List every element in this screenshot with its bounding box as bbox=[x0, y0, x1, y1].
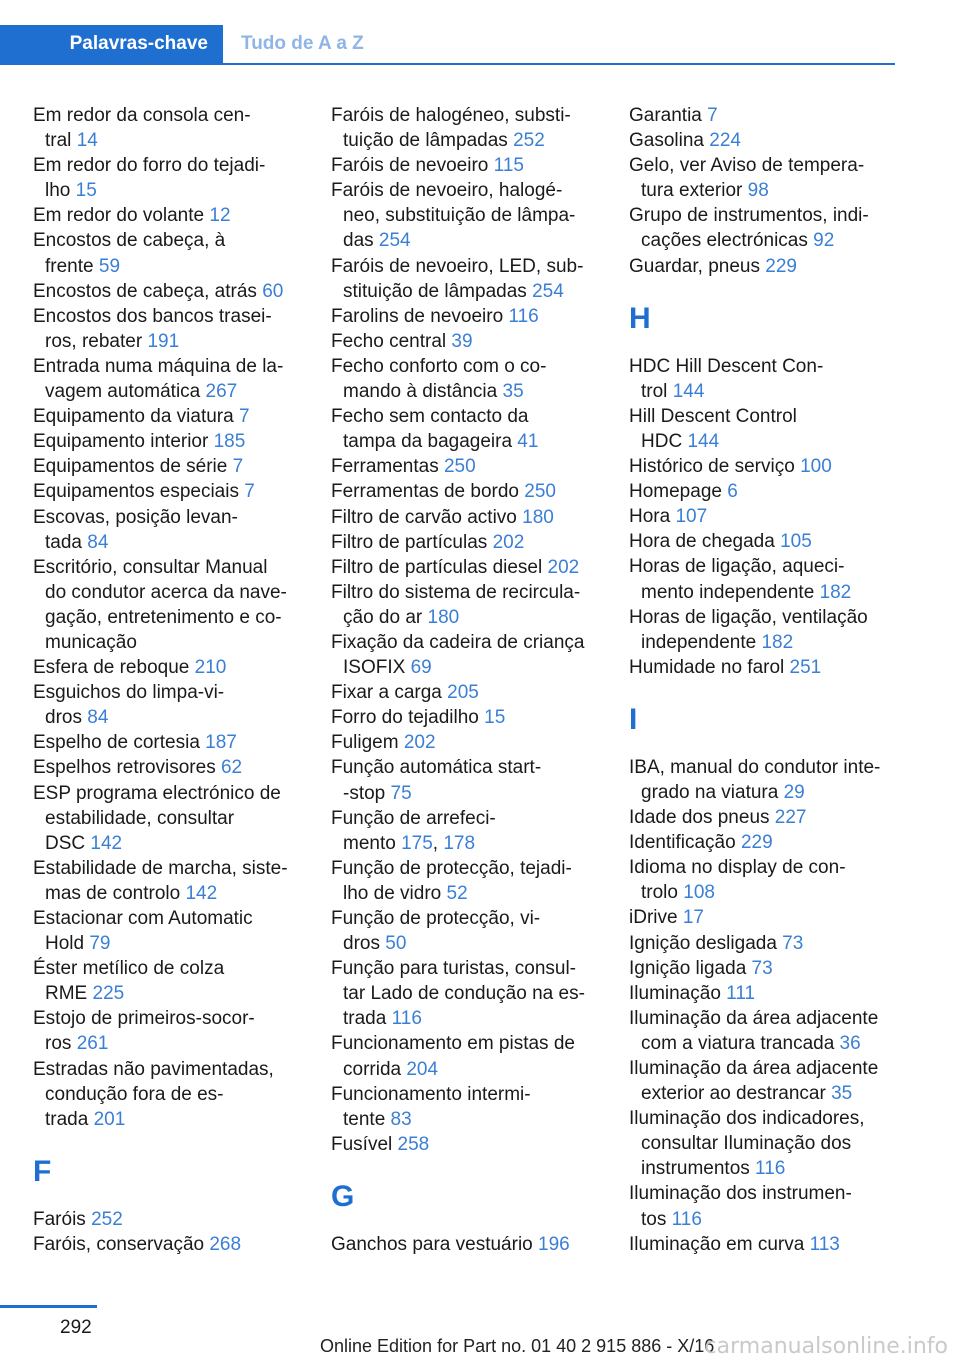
index-entry bbox=[629, 905, 899, 930]
index-entry-text: ção do ar bbox=[343, 606, 428, 628]
page-link[interactable]: 229 bbox=[740, 832, 773, 854]
index-entry-text: independente bbox=[641, 631, 762, 653]
index-entry bbox=[331, 956, 606, 1031]
index-entry bbox=[629, 981, 899, 1006]
index-entry bbox=[629, 605, 899, 655]
index-entry-text: cações electrónicas bbox=[641, 230, 814, 252]
index-entry-text: Fixar a carga bbox=[331, 682, 448, 704]
index-entry-text: Em redor da consola cen- bbox=[33, 105, 251, 126]
index-entry-text: mento independente bbox=[641, 581, 820, 603]
index-entry bbox=[629, 203, 899, 253]
page-link[interactable]: 261 bbox=[76, 1033, 109, 1055]
index-entry-text: condução fora de es- bbox=[45, 1083, 224, 1105]
index-entry-text: Ferramentas de bordo bbox=[331, 481, 525, 503]
index-entry bbox=[629, 153, 899, 203]
index-entry bbox=[33, 454, 308, 479]
index-entry-text: Grupo de instrumentos, indi- bbox=[629, 205, 869, 227]
index-entry bbox=[629, 1232, 899, 1257]
index-entry bbox=[33, 203, 308, 228]
index-entry bbox=[629, 805, 899, 830]
page-link[interactable]: 116 bbox=[671, 1208, 702, 1230]
index-entry bbox=[331, 1132, 606, 1157]
index-entry-text: Função automática start- bbox=[331, 757, 542, 779]
index-entry-text: IBA, manual do condutor inte- bbox=[629, 756, 881, 778]
index-entry-text: consultar Iluminação dos bbox=[641, 1133, 852, 1155]
index-entry bbox=[33, 906, 308, 956]
index-entry bbox=[331, 530, 606, 555]
index-entry-text: com a viatura trancada bbox=[641, 1032, 840, 1054]
index-entry-text: Filtro do sistema de recircula- bbox=[331, 581, 581, 603]
index-entry bbox=[331, 505, 606, 530]
page-link[interactable]: 73 bbox=[751, 957, 773, 979]
page-link[interactable]: 187 bbox=[205, 732, 237, 754]
index-entry-text: Éster metílico de colza bbox=[33, 958, 225, 980]
index-column-3 bbox=[629, 103, 899, 1257]
index-entry-text: Esfera de reboque bbox=[33, 657, 195, 679]
page-link[interactable]: 252 bbox=[513, 130, 545, 152]
index-entry-text: Faróis de nevoeiro, LED, sub- bbox=[331, 255, 584, 277]
index-entry bbox=[331, 856, 606, 906]
index-entry-text: dros bbox=[45, 707, 88, 729]
index-entry-text: RME bbox=[45, 983, 93, 1005]
page-link[interactable]: 204 bbox=[406, 1058, 439, 1080]
page-link[interactable]: 196 bbox=[538, 1233, 570, 1255]
index-entry bbox=[331, 454, 606, 479]
index-entry-text: Escovas, posição levan- bbox=[33, 506, 238, 528]
index-entry-text: Encostos dos bancos trasei- bbox=[33, 305, 272, 327]
index-entry-text: tada bbox=[45, 531, 88, 553]
index-entry-text: Ganchos para vestuário bbox=[331, 1233, 539, 1255]
index-entry-text: Espelhos retrovisores bbox=[33, 757, 221, 779]
index-entry-text: Histórico de serviço bbox=[629, 456, 801, 478]
page-link[interactable]: 254 bbox=[532, 280, 564, 302]
index-entry bbox=[33, 1232, 308, 1257]
page-link[interactable]: 201 bbox=[93, 1108, 126, 1130]
index-entry-text: Entrada numa máquina de la- bbox=[33, 355, 284, 377]
page-link[interactable]: 98 bbox=[747, 180, 769, 202]
index-entry-text: Homepage bbox=[629, 481, 728, 503]
index-entry-text: ros bbox=[45, 1033, 77, 1055]
index-entry-text: ISOFIX bbox=[343, 657, 411, 679]
index-entry-text: DSC bbox=[45, 832, 91, 854]
index-entry-text: Fecho sem contacto da bbox=[331, 406, 529, 428]
index-entry-text: gação, entretenimento e co- bbox=[45, 606, 282, 628]
index-entry-text: frente bbox=[45, 255, 99, 277]
index-entry bbox=[331, 906, 606, 956]
index-entry-text: Equipamentos de série bbox=[33, 456, 233, 478]
index-entry-text: Ferramentas bbox=[331, 456, 444, 478]
index-entry-text: Espelho de cortesia bbox=[33, 732, 206, 754]
page-link[interactable]: 267 bbox=[205, 381, 238, 403]
index-entry-text: tampa da bagageira bbox=[343, 431, 518, 453]
page-link[interactable]: 105 bbox=[780, 531, 812, 553]
index-entry bbox=[629, 1181, 899, 1231]
index-entry bbox=[331, 153, 606, 178]
index-entry-text: Encostos de cabeça, à bbox=[33, 230, 226, 252]
index-entry bbox=[331, 254, 606, 304]
page-link[interactable]: 202 bbox=[403, 732, 436, 754]
index-entry bbox=[629, 655, 899, 680]
page-link[interactable]: 202 bbox=[492, 531, 525, 553]
index-entry bbox=[33, 404, 308, 429]
index-entry-text: Farolins de nevoeiro bbox=[331, 305, 509, 327]
index-entry bbox=[629, 404, 899, 454]
page-link[interactable]: 15 bbox=[484, 707, 506, 729]
index-entry-text: Faróis de halogéneo, substi- bbox=[331, 105, 571, 126]
page-link[interactable]: 73 bbox=[782, 932, 804, 954]
index-entry bbox=[629, 128, 899, 153]
index-entry bbox=[33, 781, 308, 856]
page-link[interactable]: 59 bbox=[98, 255, 121, 277]
page-link[interactable]: 210 bbox=[194, 657, 227, 679]
index-entry-text: Hold bbox=[45, 933, 90, 955]
page-link[interactable]: 258 bbox=[397, 1133, 430, 1155]
index-entry-text: Iluminação em curva bbox=[629, 1233, 810, 1255]
index-entry-text: estabilidade, consultar bbox=[45, 807, 235, 829]
index-entry-text: Estacionar com Automatic bbox=[33, 908, 253, 929]
index-entry bbox=[629, 1106, 899, 1181]
index-entry bbox=[629, 830, 899, 855]
index-entry-text: tuição de lâmpadas bbox=[343, 130, 514, 152]
page-link[interactable]: 142 bbox=[90, 832, 123, 854]
page-link[interactable]: 83 bbox=[390, 1108, 412, 1130]
page-link[interactable]: 15 bbox=[75, 180, 97, 202]
index-entry bbox=[331, 680, 606, 705]
page-link[interactable]: 224 bbox=[709, 130, 741, 152]
index-entry-text: Fuligem bbox=[331, 732, 404, 754]
page-link[interactable]: 205 bbox=[447, 682, 479, 704]
index-entry-text: Filtro de carvão activo bbox=[331, 506, 523, 528]
index-entry bbox=[331, 1082, 606, 1132]
index-entry-text: neo, substituição de lâmpa- bbox=[343, 205, 576, 227]
index-entry-text: Funcionamento intermi- bbox=[331, 1083, 531, 1105]
page-link[interactable]: 75 bbox=[390, 782, 412, 804]
index-entry bbox=[33, 279, 308, 304]
index-entry-text: Hora de chegada bbox=[629, 531, 781, 553]
page-link[interactable]: 182 bbox=[761, 631, 794, 653]
index-entry-text: trada bbox=[45, 1108, 94, 1130]
page-link[interactable]: 144 bbox=[672, 380, 705, 402]
index-entry bbox=[331, 103, 606, 153]
index-entry bbox=[33, 1057, 308, 1132]
index-entry-text: lho bbox=[45, 180, 76, 202]
index-entry-text: trada bbox=[343, 1008, 392, 1030]
page-link[interactable]: 84 bbox=[87, 531, 109, 553]
index-entry bbox=[629, 931, 899, 956]
section-letter-f: F bbox=[33, 1154, 52, 1188]
index-entry bbox=[331, 555, 606, 580]
index-entry bbox=[331, 730, 606, 755]
index-entry bbox=[629, 504, 899, 529]
page-link[interactable]: 7 bbox=[244, 481, 255, 503]
page-link[interactable]: 52 bbox=[446, 882, 468, 904]
page-link[interactable]: 79 bbox=[89, 933, 111, 955]
index-entry bbox=[33, 856, 308, 906]
index-entry-text: Iluminação dos instrumen- bbox=[629, 1183, 852, 1205]
index-column-2 bbox=[331, 103, 606, 1257]
edition-note: Online Edition for Part no. 01 40 2 915 886 - X/16 bbox=[320, 1336, 715, 1356]
index-entry bbox=[629, 454, 899, 479]
index-entry-text: ESP programa electrónico de bbox=[33, 782, 281, 804]
index-entry-text: Em redor do forro do tejadi- bbox=[33, 155, 266, 177]
index-entry-text: ros, rebater bbox=[45, 330, 148, 352]
page-link[interactable]: 115 bbox=[493, 155, 524, 177]
index-entry-text: Idade dos pneus bbox=[629, 807, 775, 829]
index-entry-text: tente bbox=[343, 1108, 391, 1130]
index-entry-text: trol bbox=[641, 380, 673, 402]
page-link[interactable]: 225 bbox=[92, 983, 125, 1005]
index-entry-text: Função de protecção, tejadi- bbox=[331, 857, 572, 879]
index-entry bbox=[331, 329, 606, 354]
watermark: carmanualsonline.info bbox=[704, 1334, 948, 1359]
index-entry-text: iDrive bbox=[629, 907, 683, 929]
index-entry-text: Gasolina bbox=[629, 130, 710, 152]
index-entry bbox=[33, 479, 308, 504]
index-entry bbox=[331, 1232, 606, 1257]
page-link[interactable]: 35 bbox=[831, 1083, 853, 1105]
tab-palavras-chave[interactable]: Palavras-chave bbox=[0, 25, 223, 63]
index-entry-text: Garantia bbox=[629, 105, 708, 126]
index-entry bbox=[629, 1056, 899, 1106]
page-link[interactable]: 50 bbox=[385, 933, 407, 955]
page-link[interactable]: 250 bbox=[443, 456, 476, 478]
index-entry-text: corrida bbox=[343, 1058, 407, 1080]
index-entry bbox=[629, 103, 899, 128]
index-entry-text: Horas de ligação, aqueci- bbox=[629, 556, 845, 578]
index-entry bbox=[629, 554, 899, 604]
index-entry-text: Forro do tejadilho bbox=[331, 707, 485, 729]
footer-rule bbox=[0, 1305, 97, 1308]
index-entry bbox=[33, 1207, 308, 1232]
tab-tudo-de-a-a-z[interactable]: Tudo de A a Z bbox=[241, 33, 364, 54]
index-entry bbox=[629, 755, 899, 805]
index-entry-text: Ignição desligada bbox=[629, 932, 783, 954]
index-entry-text: Identificação bbox=[629, 832, 741, 854]
page-link[interactable]: 116 bbox=[508, 305, 539, 327]
index-entry bbox=[331, 178, 606, 253]
page-link[interactable]: 92 bbox=[813, 230, 835, 252]
index-entry-text: HDC bbox=[641, 430, 688, 452]
index-entry-text: Encostos de cabeça, atrás bbox=[33, 280, 263, 302]
page-link[interactable]: 36 bbox=[839, 1032, 861, 1054]
index-entry-text: Faróis de nevoeiro bbox=[331, 155, 494, 177]
index-entry-text: Fecho central bbox=[331, 330, 452, 352]
index-entry-text: tura exterior bbox=[641, 180, 748, 202]
index-entry-text: mando à distância bbox=[343, 381, 503, 403]
index-entry-text: Gelo, ver Aviso de tempera- bbox=[629, 155, 865, 177]
index-entry bbox=[33, 655, 308, 680]
index-entry-text: mas de controlo bbox=[45, 882, 186, 904]
page-link[interactable]: 251 bbox=[789, 656, 822, 678]
index-entry bbox=[331, 354, 606, 404]
index-entry-text: municação bbox=[45, 631, 137, 653]
page-number: 292 bbox=[60, 1317, 92, 1338]
index-entry-text: vagem automática bbox=[45, 381, 206, 403]
page-link[interactable]: 107 bbox=[675, 506, 708, 528]
index-entry-text: Equipamento da viatura bbox=[33, 406, 239, 428]
index-entry bbox=[331, 630, 606, 680]
page-link[interactable]: 12 bbox=[209, 205, 231, 227]
page-link[interactable]: 100 bbox=[800, 456, 832, 478]
page-link[interactable]: 14 bbox=[76, 130, 98, 152]
section-letter-i: I bbox=[629, 702, 638, 736]
page-link[interactable]: 175 bbox=[401, 832, 433, 854]
page-link[interactable]: 180 bbox=[522, 506, 554, 528]
page-link[interactable]: 178 bbox=[443, 832, 476, 854]
index-entry bbox=[33, 555, 308, 655]
index-entry bbox=[331, 580, 606, 630]
index-entry-text: Fixação da cadeira de criança bbox=[331, 631, 585, 653]
page-link[interactable]: 69 bbox=[410, 657, 432, 679]
index-entry-text: Hill Descent Control bbox=[629, 405, 797, 427]
page-link[interactable]: 113 bbox=[809, 1233, 840, 1255]
index-entry bbox=[629, 479, 899, 504]
index-entry-text: Guardar, pneus bbox=[629, 255, 766, 277]
index-entry-text: lho de vidro bbox=[343, 882, 447, 904]
index-entry-text: Função de protecção, vi- bbox=[331, 908, 541, 929]
index-entry bbox=[33, 956, 308, 1006]
index-entry bbox=[331, 755, 606, 805]
page-link[interactable]: 144 bbox=[687, 430, 720, 452]
page-link[interactable]: 202 bbox=[547, 556, 580, 578]
index-entry-text: trolo bbox=[641, 882, 684, 904]
index-entry-text: exterior ao destrancar bbox=[641, 1083, 832, 1105]
page-link[interactable]: 7 bbox=[238, 406, 250, 428]
index-entry bbox=[629, 855, 899, 905]
page-link[interactable]: 180 bbox=[427, 606, 460, 628]
index-entry-text: Hora bbox=[629, 506, 676, 528]
index-entry-text: Estradas não pavimentadas, bbox=[33, 1058, 274, 1080]
page-link[interactable]: 60 bbox=[262, 280, 284, 302]
index-entry-text: Iluminação bbox=[629, 982, 727, 1004]
page-link[interactable]: 250 bbox=[524, 481, 556, 503]
index-entry-text: Filtro de partículas diesel bbox=[331, 556, 548, 578]
index-entry-text: Faróis, conservação bbox=[33, 1233, 210, 1255]
page-link[interactable]: 84 bbox=[87, 707, 109, 729]
page-link[interactable]: 111 bbox=[726, 982, 756, 1004]
index-entry-text: Função de arrefeci- bbox=[331, 807, 496, 829]
page-link[interactable]: 35 bbox=[502, 381, 524, 403]
index-entry-text: Fusível bbox=[331, 1133, 398, 1155]
section-letter-h: H bbox=[629, 301, 651, 335]
index-entry bbox=[33, 304, 308, 354]
index-entry-text: Idioma no display de con- bbox=[629, 857, 846, 879]
index-entry-text: instrumentos bbox=[641, 1158, 756, 1180]
index-entry bbox=[33, 505, 308, 555]
index-entry-text: Humidade no farol bbox=[629, 656, 790, 678]
index-entry-text: Funcionamento em pistas de bbox=[331, 1033, 575, 1055]
page-link[interactable]: 116 bbox=[755, 1158, 786, 1180]
index-entry-text: tral bbox=[45, 130, 77, 152]
page-link[interactable]: 17 bbox=[682, 907, 704, 929]
section-letter-g: G bbox=[331, 1179, 355, 1213]
page-link[interactable]: 229 bbox=[765, 255, 797, 277]
index-column-1 bbox=[33, 103, 308, 1257]
index-entry bbox=[33, 730, 308, 755]
index-entry bbox=[331, 304, 606, 329]
index-entry-text: Estojo de primeiros-socor- bbox=[33, 1008, 255, 1030]
header-tab-bar bbox=[0, 25, 895, 65]
page-link[interactable]: 39 bbox=[451, 330, 473, 352]
index-entry bbox=[331, 705, 606, 730]
index-entry-text: do condutor acerca da nave- bbox=[45, 581, 287, 603]
index-entry-text: Estabilidade de marcha, siste- bbox=[33, 857, 288, 879]
page-link[interactable]: 227 bbox=[774, 807, 807, 829]
page-link[interactable]: 191 bbox=[147, 330, 180, 352]
page-link[interactable]: 29 bbox=[783, 781, 805, 803]
index-entry bbox=[33, 354, 308, 404]
page-link[interactable]: 62 bbox=[220, 757, 243, 779]
index-entry bbox=[331, 404, 606, 454]
index-entry-text: das bbox=[343, 230, 379, 252]
index-entry-text: Fecho conforto com o co- bbox=[331, 355, 547, 377]
index-entry-text: tar Lado de condução na es- bbox=[343, 983, 585, 1005]
index-entry-text: dros bbox=[343, 933, 386, 955]
index-entry bbox=[629, 354, 899, 404]
page-link[interactable]: 142 bbox=[185, 882, 218, 904]
page-link[interactable]: 116 bbox=[391, 1008, 422, 1030]
page-link[interactable]: 252 bbox=[91, 1208, 123, 1230]
page-link[interactable]: 6 bbox=[727, 481, 738, 503]
index-entry bbox=[629, 1006, 899, 1056]
page-link[interactable]: 41 bbox=[517, 431, 539, 453]
index-entry bbox=[33, 103, 308, 153]
index-entry-text: grado na viatura bbox=[641, 781, 784, 803]
index-entry-text: tos bbox=[641, 1208, 672, 1230]
index-entry bbox=[33, 680, 308, 730]
index-entry-text: Equipamento interior bbox=[33, 431, 214, 453]
page-link[interactable]: 254 bbox=[378, 230, 411, 252]
index-entry-text: Em redor do volante bbox=[33, 205, 210, 227]
index-entry-text: stituição de lâmpadas bbox=[343, 280, 533, 302]
index-entry-text: Escritório, consultar Manual bbox=[33, 556, 268, 578]
index-entry bbox=[33, 153, 308, 203]
index-entry-text: Horas de ligação, ventilação bbox=[629, 606, 868, 628]
index-entry-text: Filtro de partículas bbox=[331, 531, 493, 553]
page-link[interactable]: 7 bbox=[707, 105, 718, 126]
index-entry bbox=[33, 755, 308, 780]
index-entry-text: Função para turistas, consul- bbox=[331, 958, 577, 980]
index-entry-text: -stop bbox=[343, 782, 391, 804]
index-entry-text: Iluminação da área adjacente bbox=[629, 1007, 879, 1029]
index-entry bbox=[629, 529, 899, 554]
index-entry-text: mento bbox=[343, 832, 402, 854]
page-link[interactable]: 185 bbox=[213, 431, 246, 453]
index-entry bbox=[33, 228, 308, 278]
index-entry bbox=[629, 254, 899, 279]
index-entry-text: Iluminação dos indicadores, bbox=[629, 1108, 865, 1130]
page-link[interactable]: 182 bbox=[819, 581, 852, 603]
index-entry-text: Iluminação da área adjacente bbox=[629, 1058, 879, 1079]
index-entry bbox=[331, 1031, 606, 1081]
index-entry-text: Equipamentos especiais bbox=[33, 481, 245, 503]
index-entry-text: Faróis de nevoeiro, halogé- bbox=[331, 180, 563, 202]
index-entry bbox=[33, 429, 308, 454]
index-entry: Função de arrefeci- mento 175, 178 bbox=[331, 807, 496, 854]
index-entry bbox=[33, 1006, 308, 1056]
index-entry-text: Ignição ligada bbox=[629, 957, 752, 979]
page-link[interactable]: 7 bbox=[232, 456, 244, 478]
page-link[interactable]: 268 bbox=[209, 1233, 242, 1255]
index-entry bbox=[331, 479, 606, 504]
index-entry-text: Faróis bbox=[33, 1208, 92, 1230]
index-entry bbox=[629, 956, 899, 981]
page-link[interactable]: 108 bbox=[683, 882, 715, 904]
index-entry-text: Esguichos do limpa-vi- bbox=[33, 682, 225, 704]
index-entry-text: HDC Hill Descent Con- bbox=[629, 355, 824, 377]
